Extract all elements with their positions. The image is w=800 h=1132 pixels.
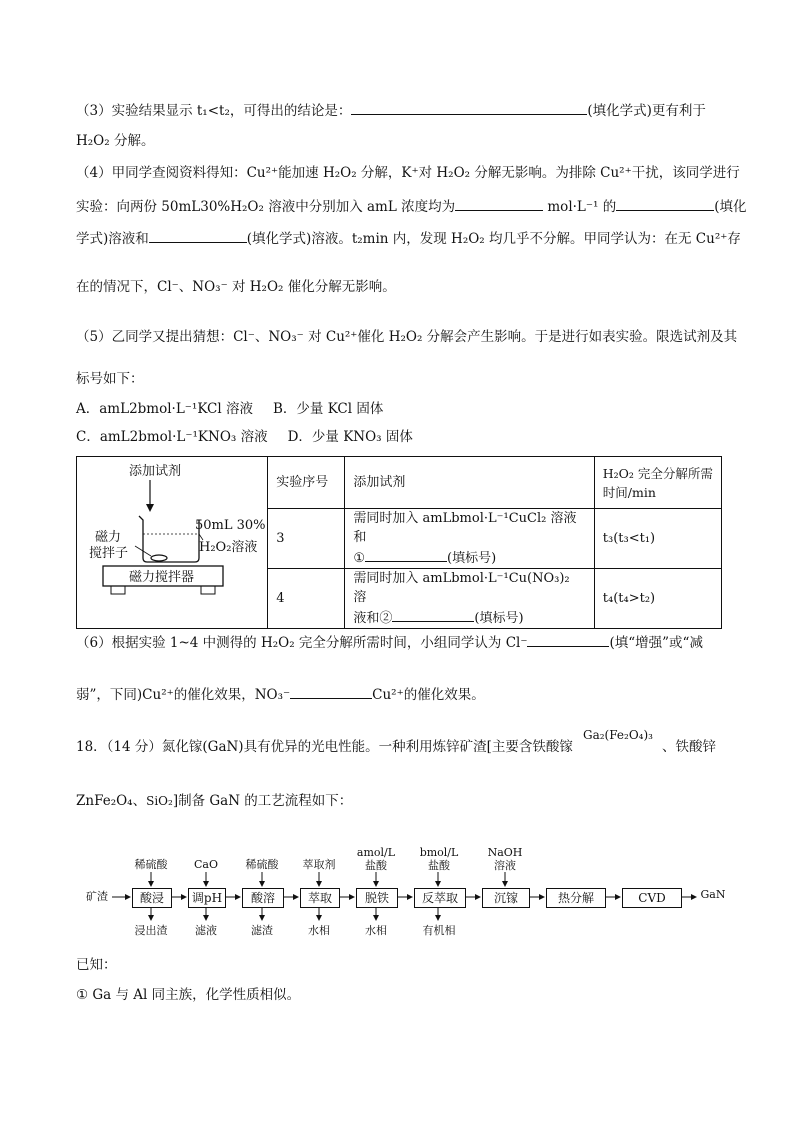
q5-options-ab <box>76 400 383 418</box>
reagent-hcl-a: amol/L 盐酸 <box>356 846 396 872</box>
out-leach-residue: 浸出渣 <box>134 924 168 937</box>
out-aqueous-2: 水相 <box>365 924 387 937</box>
q6-line1-b: (填“增强”或“减 <box>609 635 703 651</box>
option-a: A．amL2bmol·L⁻¹KCl 溶液 <box>76 401 253 417</box>
q4-line2-c: (填化 <box>714 199 747 215</box>
magnetic-stirrer-label: 磁力搅拌器 <box>129 569 195 585</box>
reagent-dilute-h2so4-1: 稀硫酸 <box>134 858 168 871</box>
q4-blank-formula1[interactable] <box>616 196 714 211</box>
step-precipitate-ga: 沉镓 <box>482 888 530 908</box>
q4-blank-formula2[interactable] <box>149 228 247 243</box>
q6-line2 <box>76 684 485 704</box>
add-reagent-label: 添加试剂 <box>129 463 182 479</box>
reagent-cao: CaO <box>194 858 218 871</box>
formula-sio2: SiO₂ <box>146 794 173 808</box>
known-item-1: ① Ga 与 Al 同主族，化学性质相似。 <box>76 987 301 1003</box>
row3-reagent-c: (填标号) <box>447 551 497 566</box>
out-filtrate: 滤液 <box>195 924 217 937</box>
row4-reagent-c: (填标号) <box>474 611 524 626</box>
q3-answer-blank[interactable] <box>351 100 587 115</box>
formula-ga-ferrite: Ga₂(Fe₂O₄)₃ <box>583 728 653 742</box>
stir-bar-label-2: 搅拌子 <box>89 545 129 561</box>
step-acid-leach: 酸浸 <box>132 888 172 908</box>
step-remove-iron: 脱铁 <box>356 888 398 908</box>
q5-line2: 标号如下： <box>76 371 144 387</box>
step-back-extraction: 反萃取 <box>414 888 466 908</box>
apparatus-figure <box>77 458 267 628</box>
reagent-naoh: NaOH 溶液 <box>487 846 523 872</box>
q18-line1 <box>76 738 573 756</box>
row4-no: 4 <box>268 569 345 629</box>
known-title: 已知： <box>76 957 117 973</box>
q6-line1 <box>76 632 703 652</box>
apparatus-figure-cell <box>77 457 268 629</box>
q6-line2-b: Cu²⁺的催化效果。 <box>372 687 485 703</box>
option-d: D．少量 KNO₃ 固体 <box>287 429 413 445</box>
step-thermal-decomposition: 热分解 <box>546 888 606 908</box>
flow-output: GaN <box>700 888 726 901</box>
step-extraction: 萃取 <box>300 888 340 908</box>
q4-line3-a: 学式)溶液和 <box>76 231 149 247</box>
reagent-extractant: 萃取剂 <box>302 858 336 871</box>
step-adjust-ph: 调pH <box>188 888 226 908</box>
stir-bar-label-1: 磁力 <box>95 529 122 545</box>
header-exp-no: 实验序号 <box>268 457 345 509</box>
q4-line3 <box>76 228 741 248</box>
reagent-dilute-h2so4-2: 稀硫酸 <box>245 858 279 871</box>
q4-line2 <box>76 196 747 216</box>
row4-time: t₄(t₄>t₂) <box>594 569 721 629</box>
step-acid-dissolve: 酸溶 <box>242 888 284 908</box>
row3-no: 3 <box>268 509 345 569</box>
solution-label-2: H₂O₂溶液 <box>199 539 258 555</box>
q4-line2-a: 实验：向两份 50mL30%H₂O₂ 溶液中分别加入 amL 浓度均为 <box>76 199 456 215</box>
q5-line1: （5）乙同学又提出猜想：Cl⁻、NO₃⁻ 对 Cu²⁺催化 H₂O₂ 分解会产生影响。于是进行如表实验。限选试剂及其 <box>76 329 738 345</box>
row3-reagent-a: 需同时加入 amLbmol·L⁻¹CuCl₂ 溶液和 <box>353 511 577 545</box>
q5-options-cd <box>76 428 413 446</box>
row4-reagent-a: 需同时加入 amLbmol·L⁻¹Cu(NO₃)₂ 溶 <box>353 571 570 605</box>
q4-line3-b: (填化学式)溶液。t₂min 内，发现 H₂O₂ 均几乎不分解。甲同学认为：在无 Cu²⁺存 <box>246 231 741 247</box>
q3-line1 <box>76 100 706 120</box>
row3-reagent <box>345 509 594 569</box>
q3-text: （3）实验结果显示 t₁<t₂，可得出的结论是： <box>76 103 352 119</box>
reagent-hcl-b: bmol/L 盐酸 <box>419 846 459 872</box>
q3-tail: (填化学式)更有利于 <box>587 103 706 119</box>
header-time: H₂O₂ 完全分解所需时间/min <box>594 457 721 509</box>
row4-reagent <box>345 569 594 629</box>
q6-line2-a: 弱”，下同)Cu²⁺的催化效果，NO₃⁻ <box>76 687 291 703</box>
q3-line2: H₂O₂ 分解。 <box>76 133 155 149</box>
formula-zn-ferrite: ZnFe₂O₄ <box>76 793 133 809</box>
q18-line1-a: 18．（14 分）氮化镓(GaN)具有优异的光电性能。一种利用炼锌矿渣[主要含铁酸镓 <box>76 739 573 755</box>
row3-time: t₃(t₃<t₁) <box>594 509 721 569</box>
out-aqueous-1: 水相 <box>308 924 330 937</box>
flow-input: 矿渣 <box>86 890 108 903</box>
q4-blank-conc[interactable] <box>455 196 543 211</box>
process-flow-diagram <box>76 838 726 948</box>
option-b: B．少量 KCl 固体 <box>273 401 384 417</box>
option-c: C．amL2bmol·L⁻¹KNO₃ 溶液 <box>76 429 268 445</box>
q4-line4: 在的情况下，Cl⁻、NO₃⁻ 对 H₂O₂ 催化分解无影响。 <box>76 279 396 295</box>
q4-line2-b: mol·L⁻¹ 的 <box>543 199 617 215</box>
q6-blank-no3[interactable] <box>290 684 372 699</box>
out-filter-residue: 滤渣 <box>251 924 273 937</box>
q18-line2-b: ]制备 GaN 的工艺流程如下： <box>172 793 353 809</box>
solution-label-1: 50mL 30% <box>195 517 266 533</box>
step-cvd: CVD <box>622 888 682 908</box>
experiment-table <box>76 456 722 629</box>
q18-sep: 、 <box>132 793 147 809</box>
q18-line1-b: 、铁酸锌 <box>662 739 716 755</box>
q18-line2 <box>76 792 352 810</box>
row4-blank[interactable] <box>392 607 474 622</box>
out-organic: 有机相 <box>422 924 456 937</box>
q6-line1-a: （6）根据实验 1~4 中测得的 H₂O₂ 完全分解所需时间，小组同学认为 Cl⁻ <box>76 635 528 651</box>
row3-blank[interactable] <box>365 547 447 562</box>
q4-line1: （4）甲同学查阅资料得知：Cu²⁺能加速 H₂O₂ 分解，K⁺对 H₂O₂ 分解无影响。为排除 Cu²⁺干扰，该同学进行 <box>76 165 740 181</box>
header-reagent: 添加试剂 <box>345 457 594 509</box>
row3-reagent-b: ① <box>353 551 366 566</box>
row4-reagent-b: 液和② <box>353 611 393 626</box>
q6-blank-cl[interactable] <box>527 632 609 647</box>
